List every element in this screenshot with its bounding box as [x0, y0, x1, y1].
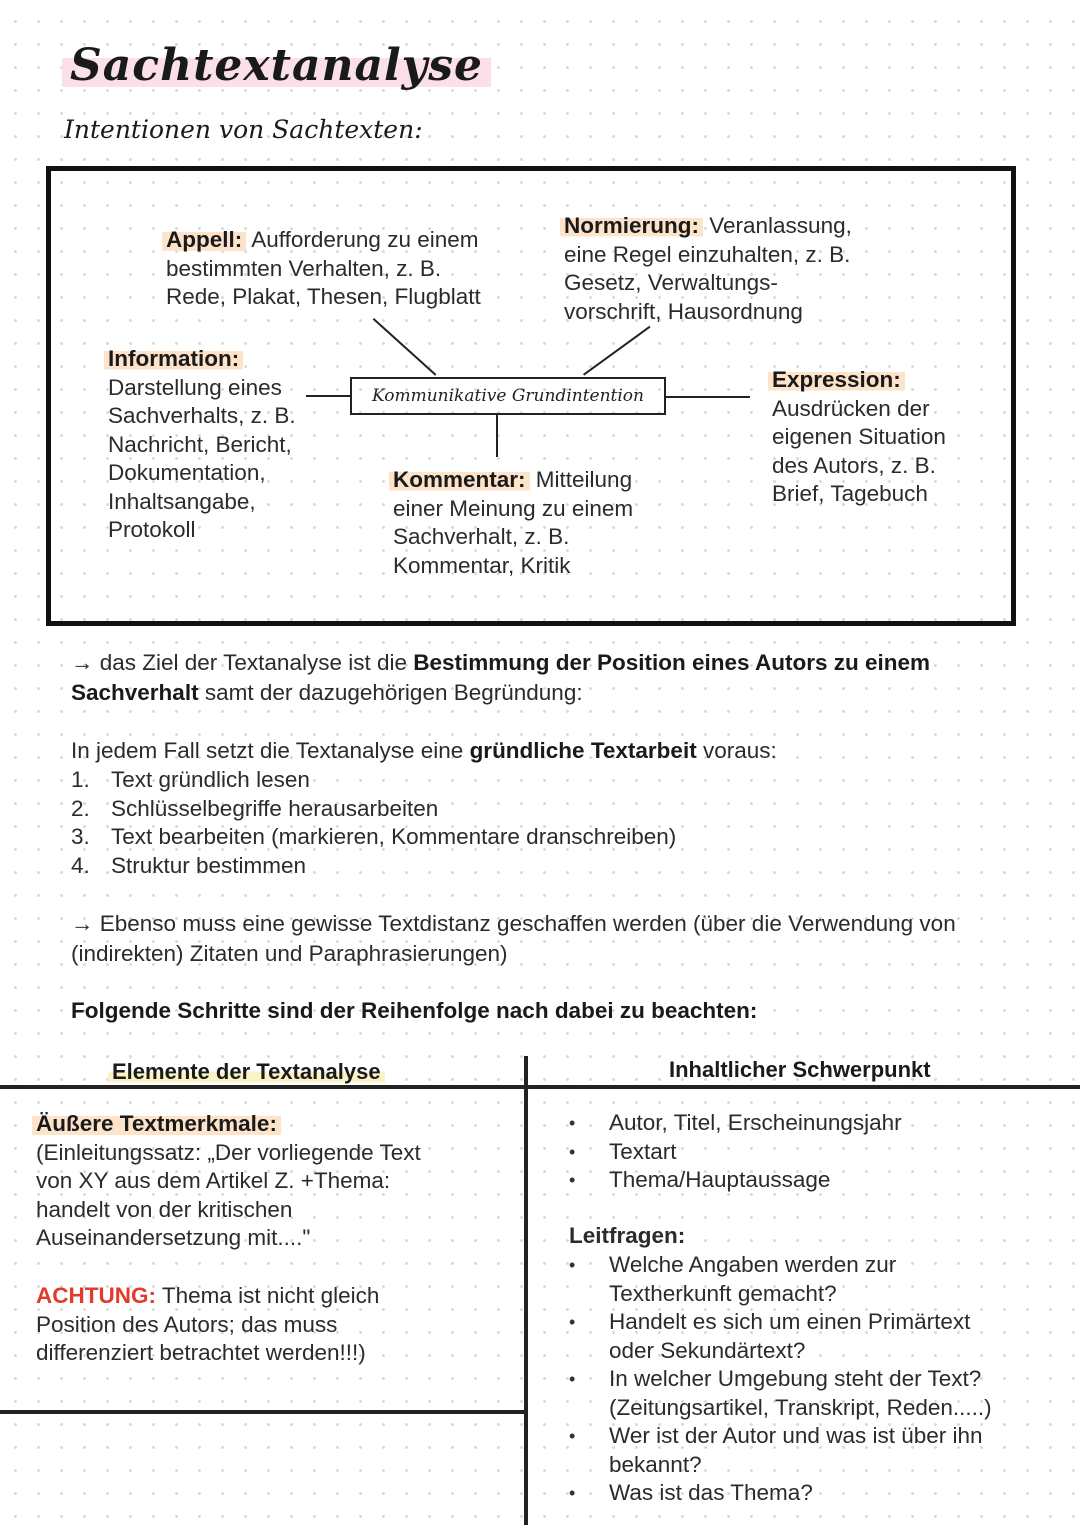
outer-features-line: Auseinandersetzung mit...." — [36, 1225, 311, 1250]
steps-heading: Folgende Schritte sind der Reihenfolge nach dabei zu beachten: — [71, 998, 758, 1023]
list-item: • In welcher Umgebung steht der Text? (Zeitungsartikel, Transkript, Reden.....) — [569, 1365, 992, 1422]
kommentar-line: Sachverhalt, z. B. — [393, 524, 570, 549]
distance-line: → Ebenso muss eine gewisse Textdistanz geschaffen werden (über die Verwendung von — [71, 911, 956, 936]
information-line: Sachverhalts, z. B. — [108, 403, 296, 428]
list-item: • Thema/Hauptaussage — [569, 1166, 902, 1195]
expression-line: Ausdrücken der — [772, 395, 930, 421]
appell-label: Appell: — [162, 227, 246, 252]
appell-block — [166, 226, 481, 312]
list-item: 2. Schlüsselbegriffe herausarbeiten — [71, 795, 439, 821]
appell-line: Rede, Plakat, Thesen, Flugblatt — [166, 284, 481, 309]
list-item: 3. Text bearbeiten (markieren, Kommentare dranschreiben) — [71, 824, 677, 849]
column-header-content: Inhaltlicher Schwerpunkt — [669, 1057, 931, 1082]
normierung-line: vorschrift, Hausordnung — [564, 298, 803, 324]
kommentar-line: Kommentar, Kritik — [393, 552, 571, 578]
information-line: Inhaltsangabe, — [108, 488, 256, 514]
normierung-line: Veranlassung, — [703, 213, 852, 238]
warning-line: Thema ist nicht gleich — [155, 1283, 380, 1308]
kommentar-label: Kommentar: — [389, 467, 530, 492]
guiding-questions — [569, 1251, 992, 1508]
information-line: Protokoll — [108, 517, 196, 542]
distance-line: (indirekten) Zitaten und Paraphrasierungen) — [71, 941, 508, 966]
guiding-questions-label: Leitfragen: — [569, 1223, 686, 1248]
expression-line: des Autors, z. B. — [772, 452, 936, 478]
page-subtitle: Intentionen von Sachtexten: — [64, 115, 423, 144]
information-line: Nachricht, Bericht, — [108, 431, 292, 457]
normierung-line: eine Regel einzuhalten, z. B. — [564, 241, 851, 267]
appell-line: bestimmten Verhalten, z. B. — [166, 255, 442, 281]
kommentar-line: einer Meinung zu einem — [393, 495, 634, 521]
work-pre: In jedem Fall setzt die Textanalyse eine — [71, 738, 470, 763]
goal-bold: Sachverhalt — [71, 680, 199, 705]
kommentar-block — [393, 466, 633, 580]
expression-line: eigenen Situation — [772, 424, 946, 449]
work-post: voraus: — [696, 738, 777, 763]
list-item: • Was ist das Thema? — [569, 1479, 992, 1508]
work-bold: gründliche Textarbeit — [469, 738, 697, 763]
column-header-elements: Elemente der Textanalyse — [108, 1059, 385, 1085]
warning-note — [36, 1282, 379, 1368]
normierung-line: Gesetz, Verwaltungs- — [564, 270, 778, 295]
distance-paragraph — [71, 909, 956, 969]
connector-information — [306, 395, 350, 397]
information-block — [108, 345, 296, 545]
list-item: • Wer ist der Autor und was ist über ihn bekannt? — [569, 1422, 992, 1479]
list-item: • Autor, Titel, Erscheinungsjahr — [569, 1109, 902, 1138]
expression-line: Brief, Tagebuch — [772, 481, 928, 506]
expression-block — [772, 366, 946, 509]
normierung-label: Normierung: — [560, 213, 703, 238]
list-item: 1. Text gründlich lesen — [71, 767, 310, 792]
information-line: Darstellung eines — [108, 374, 282, 400]
information-label: Information: — [104, 346, 243, 371]
goal-paragraph — [71, 648, 930, 708]
outer-features-label: Äußere Textmerkmale: — [32, 1111, 281, 1136]
work-paragraph — [71, 736, 777, 766]
list-item: • Welche Angaben werden zur Textherkunft gemacht? — [569, 1251, 992, 1308]
expression-label: Expression: — [768, 367, 905, 392]
normierung-block — [564, 212, 852, 326]
table-column-divider — [524, 1056, 528, 1525]
information-line: Dokumentation, — [108, 460, 266, 485]
outer-features-cell — [36, 1110, 421, 1253]
kommentar-line: Mitteilung — [529, 467, 633, 492]
list-item: 4. Struktur bestimmen — [71, 852, 307, 878]
goal-post: samt der dazugehörigen Begründung: — [198, 680, 583, 705]
content-bullets — [569, 1109, 902, 1195]
page-title: Sachtextanalyse — [62, 40, 491, 91]
table-row-rule — [0, 1410, 526, 1414]
list-item: • Textart — [569, 1138, 902, 1167]
outer-features-line: von XY aus dem Artikel Z. +Thema: — [36, 1168, 391, 1193]
appell-line: Aufforderung zu einem — [246, 227, 479, 252]
table-header-rule — [0, 1085, 1080, 1089]
goal-pre: → das Ziel der Textanalyse ist die — [71, 650, 414, 675]
outer-features-line: (Einleitungssatz: „Der vorliegende Text — [36, 1139, 421, 1165]
connector-kommentar — [496, 415, 498, 457]
outer-features-line: handelt von der kritischen — [36, 1196, 293, 1222]
warning-label: ACHTUNG: — [36, 1283, 156, 1308]
warning-line: Position des Autors; das muss — [36, 1311, 338, 1337]
work-steps — [71, 766, 676, 880]
list-item: • Handelt es sich um einen Primärtext oder Sekundärtext? — [569, 1308, 992, 1365]
diagram-center-box: Kommunikative Grundintention — [350, 377, 666, 415]
warning-line: differenziert betrachtet werden!!!) — [36, 1340, 366, 1365]
goal-bold: Bestimmung der Position eines Autors zu einem — [413, 650, 931, 675]
connector-expression — [666, 396, 750, 398]
